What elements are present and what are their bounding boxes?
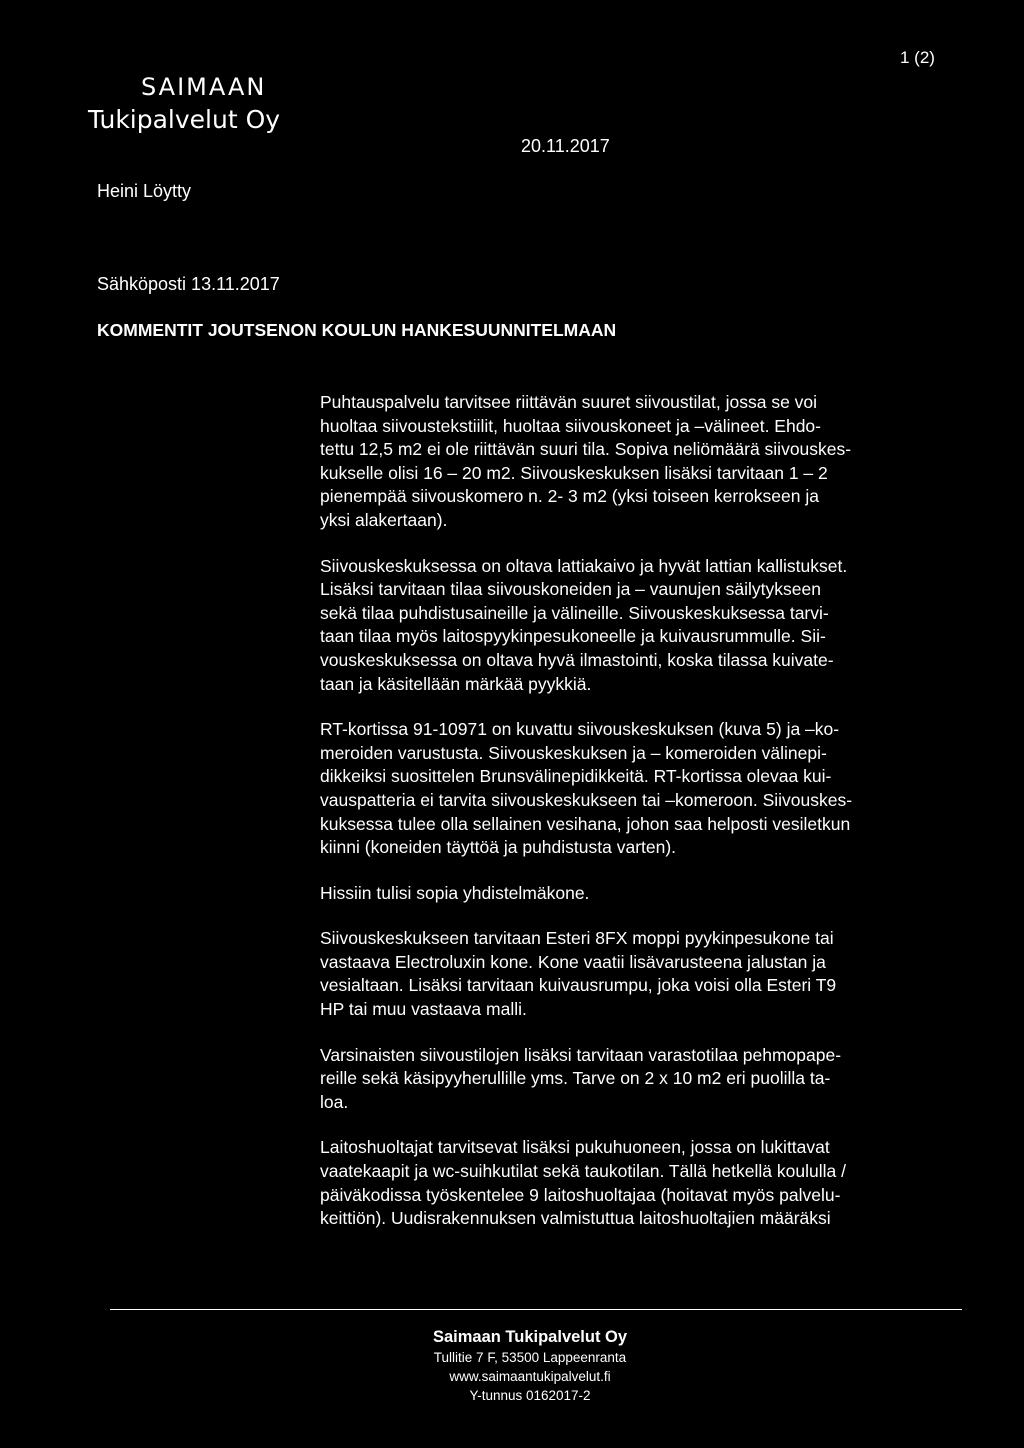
logo-line2: Tukipalvelut Oy [88,105,281,134]
body-paragraph [320,555,960,697]
paragraph-line: sekä tilaa puhdistusaineille ja välineille. Siivouskeskuksessa tarvi- [320,602,829,623]
paragraph-line: kukselle olisi 16 – 20 m2. Siivouskeskuksen lisäksi tarvitaan 1 – 2 [320,462,828,483]
page-number: 1 (2) [900,48,935,67]
paragraph-line: HP tai muu vastaava malli. [320,999,527,1020]
paragraph-line: yksi alakertaan). [320,509,448,530]
paragraph-line: huoltaa siivoustekstiilit, huoltaa siivouskoneet ja –välineet. Ehdo- [320,415,821,436]
paragraph-line: RT-kortissa 91-10971 on kuvattu siivouskeskuksen (kuva 5) ja –ko- [320,719,840,740]
logo-line1: SAIMAAN [141,73,267,101]
paragraph-line: kuksessa tulee olla sellainen vesihana, johon saa helposti vesiletkun [320,813,851,834]
document-date: 20.11.2017 [521,136,610,156]
paragraph-line: Varsinaisten siivoustilojen lisäksi tarvitaan varastotilaa pehmopape- [320,1044,842,1065]
paragraph-line: vastaava Electroluxin kone. Kone vaatii lisävarusteena jalustan ja [320,951,826,972]
body-paragraph [320,1136,960,1230]
paragraph-line: taan tilaa myös laitospyykinpesukoneelle ja kuivausrummulle. Sii- [320,626,826,647]
footer-address: Tullitie 7 F, 53500 Lappeenranta [433,1350,627,1365]
paragraph-line: keittiön). Uudisrakennuksen valmistuttua laitoshuoltajien määräksi [320,1208,831,1229]
paragraph-line: Siivouskeskuksessa on oltava lattiakaivo ja hyvät lattian kallistukset. [320,555,848,576]
footer-company: Saimaan Tukipalvelut Oy [432,1328,628,1346]
paragraph-line: Lisäksi tarvitaan tilaa siivouskoneiden ja – vaunujen säilytykseen [320,579,821,600]
document-title: KOMMENTIT JOUTSENON KOULUN HANKESUUNNITELMAAN [97,320,617,340]
author-name: Heini Löytty [97,181,192,201]
paragraph-line: meroiden varustusta. Siivouskeskuksen ja – komeroiden välinepi- [320,742,827,763]
body-paragraph [320,391,960,533]
body-paragraph [320,1044,960,1115]
footer-business-id: Y-tunnus 0162017-2 [469,1388,591,1403]
paragraph-line: Puhtauspalvelu tarvitsee riittävän suuret siivoustilat, jossa se voi [320,392,818,412]
paragraph-line: pienempää siivouskomero n. 2- 3 m2 (yksi toiseen kerrokseen ja [320,486,819,507]
paragraph-line: loa. [320,1091,349,1112]
paragraph-line: Siivouskeskukseen tarvitaan Esteri 8FX moppi pyykinpesukone tai [320,928,834,949]
footer-divider [110,1309,962,1310]
paragraph-line: vaatekaapit ja wc-suihkutilat sekä taukotilan. Tällä hetkellä koululla / [320,1161,846,1182]
paragraph-line: Laitoshuoltajat tarvitsevat lisäksi pukuhuoneen, jossa on lukittavat [320,1137,830,1158]
document-body [320,391,960,1253]
paragraph-line: taan ja käsitellään märkää pyykkiä. [320,673,592,694]
paragraph-line: vesialtaan. Lisäksi tarvitaan kuivausrumpu, joka voisi olla Esteri T9 [320,975,837,996]
paragraph-line: tettu 12,5 m2 ei ole riittävän suuri tila. Sopiva neliömäärä siivouskes- [320,439,852,460]
body-paragraph [320,882,960,906]
paragraph-line: dikkeiksi suosittelen Brunsvälinepidikkeitä. RT-kortissa olevaa kui- [320,766,832,787]
paragraph-line: reille sekä käsipyyherullille yms. Tarve on 2 x 10 m2 eri puolilla ta- [320,1068,831,1089]
paragraph-line: vouskeskuksessa on oltava hyvä ilmastointi, koska tilassa kuivate- [320,649,834,670]
email-reference: Sähköposti 13.11.2017 [97,274,280,294]
paragraph-line: Hissiin tulisi sopia yhdistelmäkone. [320,882,590,903]
footer [330,1326,730,1405]
body-paragraph [320,927,960,1021]
paragraph-line: päiväkodissa työskentelee 9 laitoshuoltajaa (hoitavat myös palvelu- [320,1184,841,1205]
paragraph-line: kiinni (koneiden täyttöä ja puhdistusta varten). [320,837,677,858]
footer-website: www.saimaantukipalvelut.fi [449,1369,611,1384]
body-paragraph [320,718,960,860]
paragraph-line: vauspatteria ei tarvita siivouskeskukseen tai –komeroon. Siivouskes- [320,789,853,810]
